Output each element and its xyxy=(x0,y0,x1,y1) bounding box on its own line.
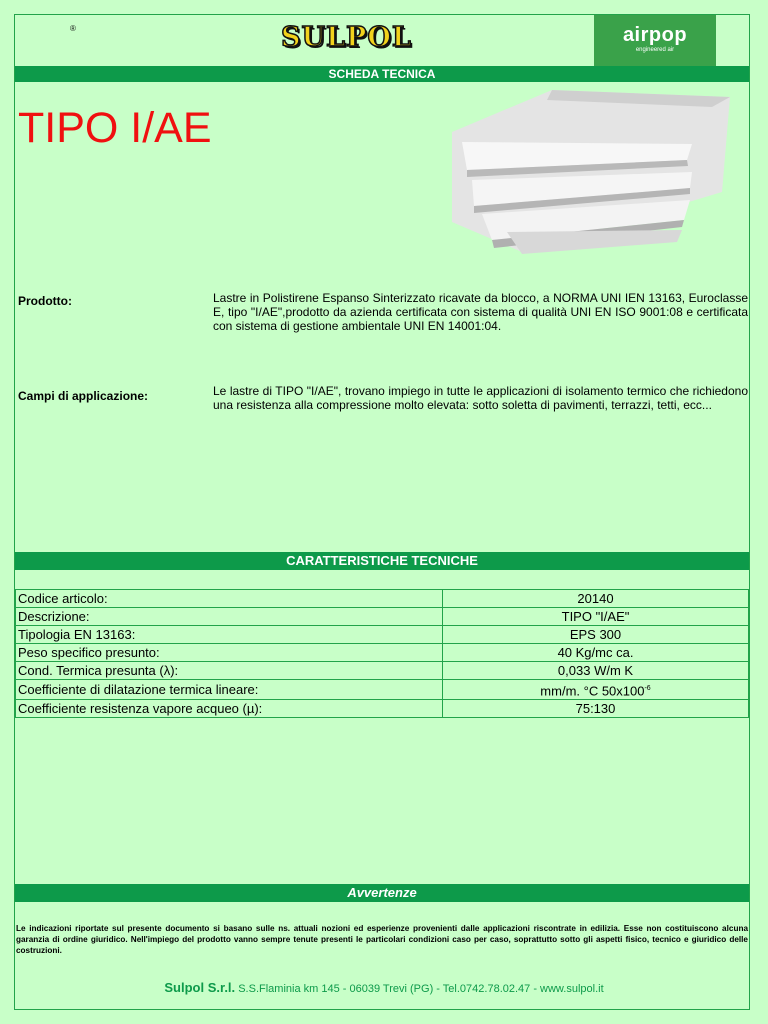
spec-value: 20140 xyxy=(443,590,749,608)
table-row xyxy=(16,680,749,700)
spec-value: 75:130 xyxy=(443,700,749,718)
tech-specs-table xyxy=(15,589,749,718)
campi-text: Le lastre di TIPO "I/AE", trovano impiego in tutte le applicazioni di isolamento termico che richiedono una resistenza alla compressione molto elevata: sotto soletta di pavimenti, terrazzi, tetti, ecc... xyxy=(213,384,748,412)
product-title: TIPO I/AE xyxy=(18,104,212,152)
airpop-tagline: engineered air xyxy=(635,47,675,53)
avvertenze-text: Le indicazioni riportate sul presente documento si basano sulle ns. attuali nozioni ed esperienze provenienti dalle applicazioni riscontrate in edilizia. Esse non costituiscono alcuna garanzia di ordine giuridico. Nell'impiego del prodotto vanno sempre tenute presenti le particolari condizioni caso per caso, soprattutto sotto gli aspetti fisico, tecnico e giuridico delle costruzioni. xyxy=(16,924,748,955)
spec-value: EPS 300 xyxy=(443,626,749,644)
spec-key: Codice articolo: xyxy=(16,590,443,608)
spec-key: Coefficiente resistenza vapore acqueo (µ): xyxy=(16,700,443,718)
footer-company: Sulpol S.r.l. xyxy=(164,980,236,995)
spec-value-exponent: -6 xyxy=(644,685,651,692)
spec-key: Cond. Termica presunta (λ): xyxy=(16,662,443,680)
prodotto-text: Lastre in Polistirene Espanso Sinterizzato ricavate da blocco, a NORMA UNI IEN 13163, Euroclasse E, tipo "I/AE",prodotto da azienda certificata con sistema di qualità UNI EN ISO 9001:08 e certificata con sistema di gestione ambientale UNI EN 14001:04. xyxy=(213,291,748,333)
spec-key: Descrizione: xyxy=(16,608,443,626)
spec-value: mm/m. °C 50x100 xyxy=(540,683,645,699)
table-row xyxy=(16,608,749,626)
table-row xyxy=(16,700,749,718)
registered-mark: ® xyxy=(70,24,76,33)
spec-value-cell xyxy=(443,680,749,700)
spec-value: TIPO "I/AE" xyxy=(443,608,749,626)
spec-value: 40 Kg/mc ca. xyxy=(443,644,749,662)
sulpol-logo xyxy=(68,22,412,53)
table-row xyxy=(16,662,749,680)
campi-label: Campi di applicazione: xyxy=(18,389,149,403)
table-row xyxy=(16,644,749,662)
airpop-logo-text: airpop xyxy=(622,24,688,46)
spec-key: Tipologia EN 13163: xyxy=(16,626,443,644)
scheda-tecnica-band: SCHEDA TECNICA xyxy=(15,66,749,82)
caratteristiche-band: CARATTERISTICHE TECNICHE xyxy=(15,552,749,570)
prodotto-label: Prodotto: xyxy=(18,294,72,308)
table-row xyxy=(16,626,749,644)
footer-address: S.S.Flaminia km 145 - 06039 Trevi (PG) - Tel.0742.78.02.47 - www.sulpol.it xyxy=(238,983,604,995)
table-row xyxy=(16,590,749,608)
spec-key: Peso specifico presunto: xyxy=(16,644,443,662)
airpop-logo xyxy=(594,15,716,66)
avvertenze-band: Avvertenze xyxy=(15,884,749,902)
sulpol-logo-text: SULPOL xyxy=(281,22,412,53)
eps-boards-image xyxy=(452,82,732,257)
spec-key: Coefficiente di dilatazione termica lineare: xyxy=(16,680,443,700)
footer xyxy=(0,980,768,995)
spec-value: 0,033 W/m K xyxy=(443,662,749,680)
